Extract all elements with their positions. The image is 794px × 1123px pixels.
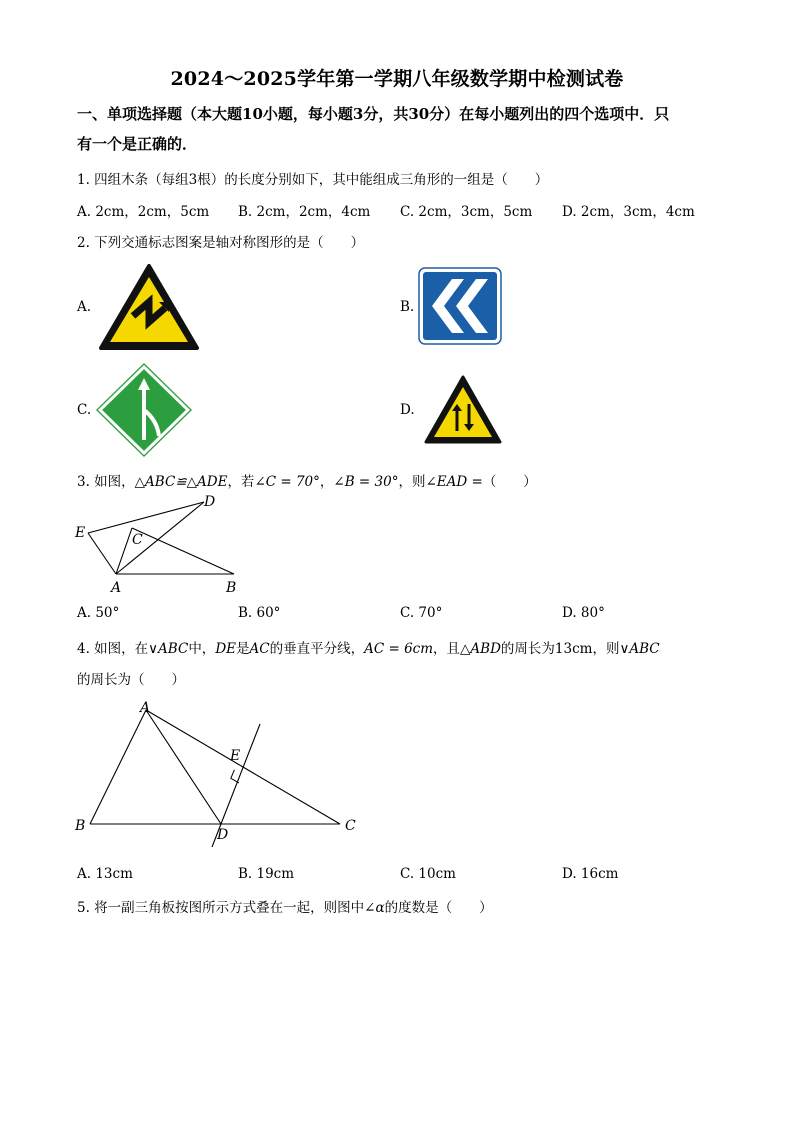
triangle-abc-2: ∨ABC [619, 641, 660, 657]
question-1-stem: 1. 四组木条（每组3根）的长度分别如下，其中能组成三角形的一组是（ ） [77, 172, 549, 188]
double-curve-warning-sign-icon[interactable] [97, 262, 201, 352]
question-2-option-b-label[interactable]: B. [400, 299, 415, 315]
congruence-condition: △ABC≌△ADE [134, 474, 228, 490]
question-5-stem: 5. 将一副三角板按图所示方式叠在一起，则图中∠α的度数是（ ） [77, 900, 493, 916]
point-label-e: E [75, 525, 86, 541]
angle-c-condition: ∠C = 70° [254, 474, 320, 490]
question-3-option-b[interactable]: B. 60° [238, 605, 281, 621]
chevron-left-sign-icon[interactable] [418, 267, 502, 345]
question-3-option-a[interactable]: A. 50° [77, 605, 120, 621]
exam-title: 2024～2025学年第一学期八年级数学期中检测试卷 [170, 68, 624, 90]
segment-ab [90, 710, 146, 824]
point-label-d: D [204, 494, 216, 510]
triangle-abd: △ABD [460, 641, 501, 657]
question-2-option-a-label[interactable]: A. [77, 299, 92, 315]
point-label-b: B [75, 818, 86, 834]
question-1-option-c[interactable]: C. 2cm，3cm，5cm [400, 204, 533, 220]
segment-de-text: DE [215, 641, 236, 657]
question-4-option-b[interactable]: B. 19cm [238, 866, 295, 882]
segment-ac-text: AC [249, 641, 270, 657]
section-heading [77, 99, 727, 159]
point-label-e: E [230, 748, 241, 764]
segment-ea [88, 533, 116, 574]
question-3-option-d[interactable]: D. 80° [562, 605, 605, 621]
point-label-d: D [217, 827, 229, 843]
point-label-c: C [345, 818, 356, 834]
question-4-option-c[interactable]: C. 10cm [400, 866, 456, 882]
question-1-option-a[interactable]: A. 2cm，2cm，5cm [77, 204, 210, 220]
angle-b-condition: ∠B = 30° [333, 474, 399, 490]
question-3-stem: 3. 如图，△ABC≌△ADE，若∠C = 70°，∠B = 30°，则∠EAD =（ ） [77, 474, 537, 490]
question-4-stem-line2: 的周长为（ ） [77, 672, 185, 688]
question-4-figure [72, 696, 372, 852]
segment-ad [116, 502, 204, 574]
question-4-option-a[interactable]: A. 13cm [77, 866, 133, 882]
question-3-option-c[interactable]: C. 70° [400, 605, 443, 621]
merge-lane-sign-icon[interactable] [95, 362, 193, 458]
segment-ed [88, 502, 204, 533]
question-4-option-d[interactable]: D. 16cm [562, 866, 619, 882]
point-label-a: A [111, 580, 122, 596]
two-way-traffic-sign-icon[interactable] [423, 374, 503, 446]
question-3-figure [72, 492, 252, 598]
question-1-option-d[interactable]: D. 2cm，3cm，4cm [562, 204, 695, 220]
question-2-option-c-label[interactable]: C. [77, 402, 92, 418]
question-1-option-b[interactable]: B. 2cm，2cm，4cm [238, 204, 371, 220]
asked-angle: ∠EAD = [425, 474, 483, 490]
section-heading-line1: 一、单项选择题（本大题10小题，每小题3分，共30分）在每小题列出的四个选项中．只 [77, 105, 670, 123]
question-2-option-d-label[interactable]: D. [400, 402, 415, 418]
question-2-stem: 2. 下列交通标志图案是轴对称图形的是（ ） [77, 235, 365, 251]
segment-ad [146, 710, 221, 824]
abd-perimeter: 13cm [554, 641, 593, 657]
point-label-b: B [226, 580, 237, 596]
section-heading-line2: 有一个是正确的． [77, 135, 198, 153]
angle-alpha: ∠α [364, 900, 385, 916]
triangle-abc: ∨ABC [148, 641, 189, 657]
question-4-stem-line1: 4. 如图，在∨ABC中，DE是AC的垂直平分线，AC = 6cm，且△ABD的周长为13cm，则∨ABC [77, 641, 660, 657]
point-label-c: C [132, 532, 143, 548]
point-label-a: A [140, 700, 151, 716]
segment-cb [132, 528, 234, 574]
ac-length: AC = 6cm [364, 641, 434, 657]
